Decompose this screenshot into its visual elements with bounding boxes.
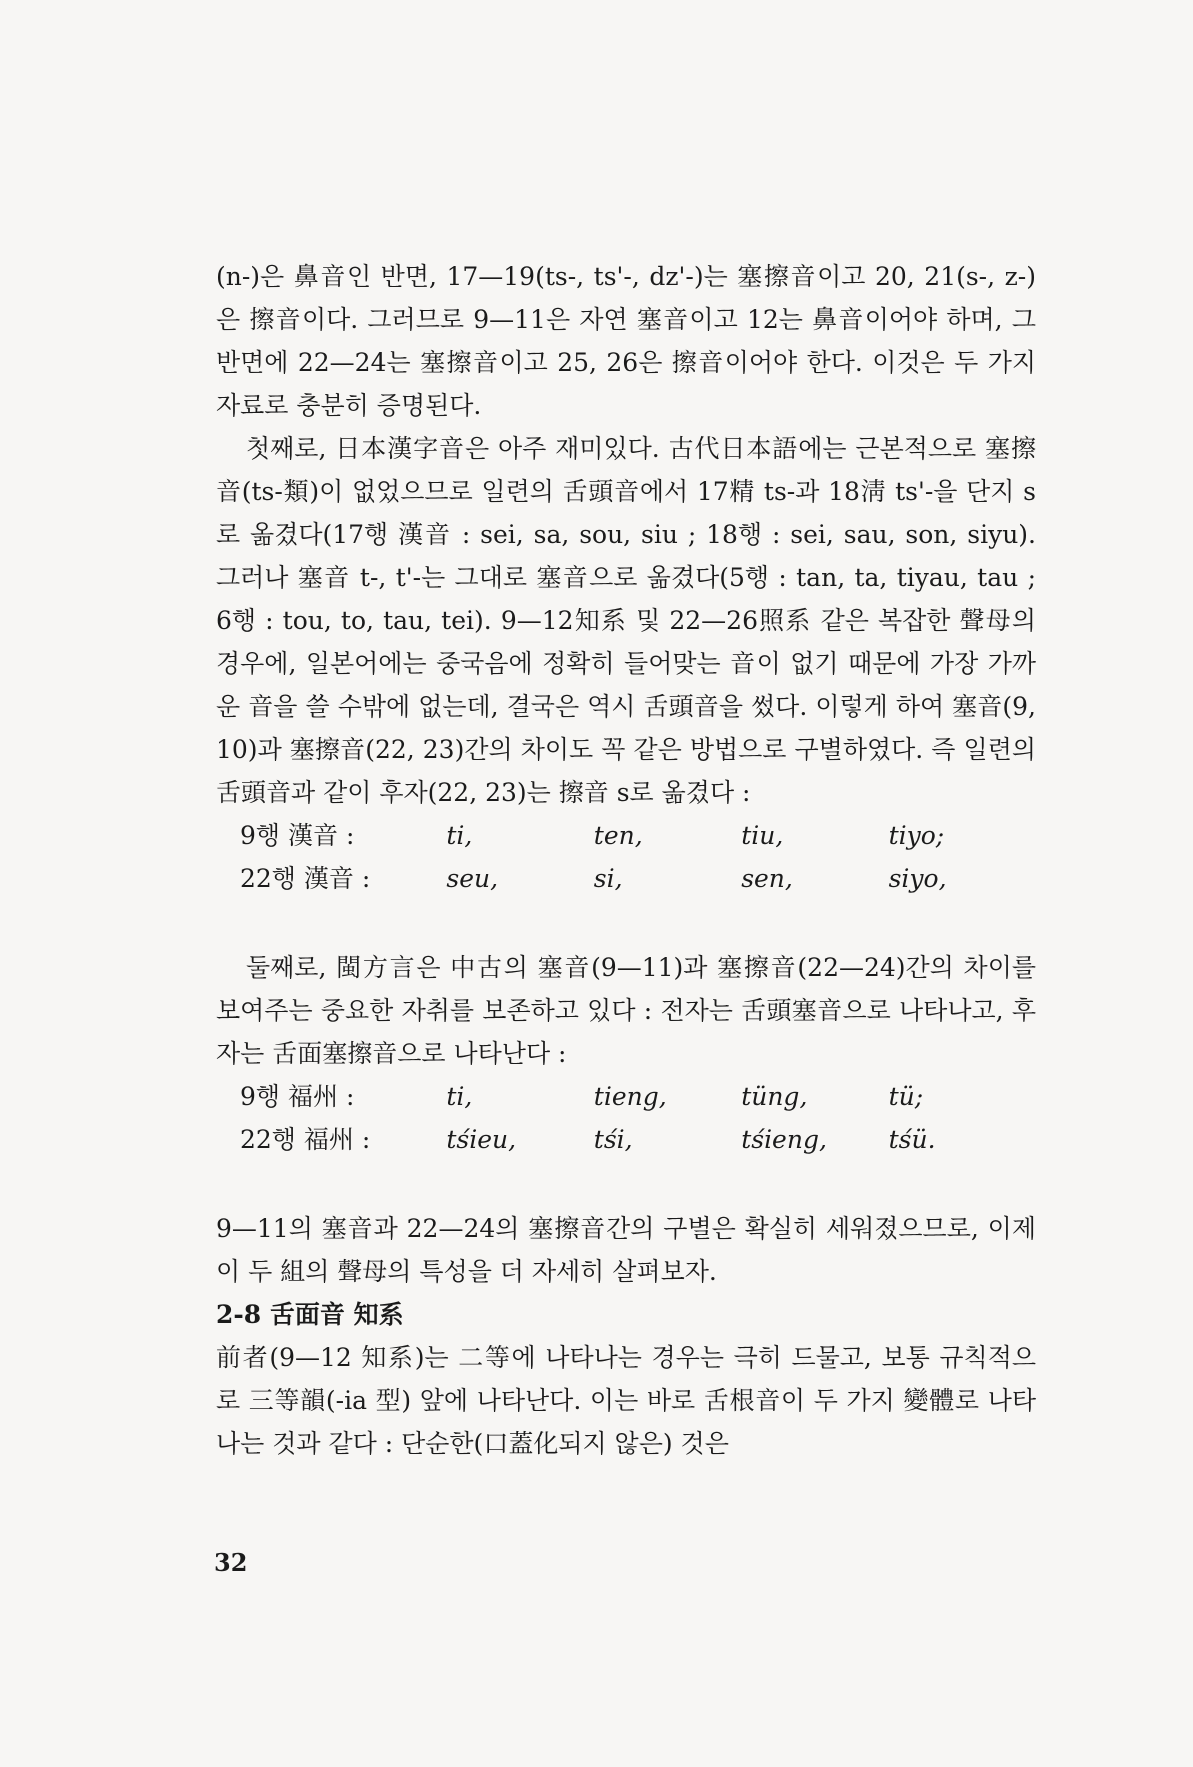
paragraph-1: (n-)은 鼻音인 반면, 17—19(ts-, ts'-, dz'-)는 塞擦音이고 20, 21(s-, z-)은 擦音이다. 그러므로 9—11은 자연 塞音이고 12는 鼻音이어야 하며, 그 반면에 22—24는 塞擦音이고 25, 26은 擦音이어야 한다. 이것은 두 가지 자료로 충분히 증명된다. bbox=[216, 262, 1036, 420]
example-item: ti, bbox=[446, 1082, 473, 1111]
example-item: ti, bbox=[446, 821, 473, 850]
example-row bbox=[240, 1118, 1036, 1161]
example-item: tüng, bbox=[741, 1082, 808, 1111]
example-item: tiu, bbox=[741, 821, 784, 850]
example-row-label: 22행 漢音 : bbox=[240, 864, 371, 893]
example-item: tśi, bbox=[593, 1125, 633, 1154]
example-block-fuzhou bbox=[216, 1075, 1036, 1161]
example-row bbox=[240, 814, 1036, 857]
example-item: tü; bbox=[888, 1082, 924, 1111]
example-row bbox=[240, 1075, 1036, 1118]
example-item: tieng, bbox=[593, 1082, 667, 1111]
page-number: 32 bbox=[214, 1548, 248, 1577]
example-row-label: 9행 漢音 : bbox=[240, 821, 355, 850]
page-body bbox=[216, 255, 1036, 1465]
example-item: sen, bbox=[741, 864, 793, 893]
example-row bbox=[240, 857, 1036, 900]
example-item: tśü. bbox=[888, 1125, 936, 1154]
paragraph-3: 둘째로, 閩方言은 中古의 塞音(9—11)과 塞擦音(22—24)간의 차이를 보여주는 중요한 자취를 보존하고 있다 : 전자는 舌頭塞音으로 나타나고, 후자는 舌面塞擦音으로 나타난다 : bbox=[216, 953, 1036, 1068]
section-heading: 2-8 舌面音 知系 bbox=[216, 1300, 404, 1329]
paragraph-5: 前者(9—12 知系)는 二等에 나타나는 경우는 극히 드물고, 보통 규칙적으로 三等韻(-ia 型) 앞에 나타난다. 이는 바로 舌根音이 두 가지 變體로 나타나는 것과 같다 : 단순한(口蓋化되지 않은) 것은 bbox=[216, 1343, 1036, 1458]
example-block-japanese bbox=[216, 814, 1036, 900]
example-item: ten, bbox=[593, 821, 643, 850]
example-row-label: 22행 福州 : bbox=[240, 1125, 371, 1154]
example-item: tśieu, bbox=[446, 1125, 517, 1154]
example-item: seu, bbox=[446, 864, 499, 893]
example-row-label: 9행 福州 : bbox=[240, 1082, 355, 1111]
example-item: tśieng, bbox=[741, 1125, 827, 1154]
paragraph-4: 9—11의 塞音과 22—24의 塞擦音간의 구별은 확실히 세워졌으므로, 이제 이 두 組의 聲母의 특성을 더 자세히 살펴보자. bbox=[216, 1214, 1036, 1286]
example-item: siyo, bbox=[888, 864, 947, 893]
example-item: si, bbox=[593, 864, 623, 893]
example-item: tiyo; bbox=[888, 821, 945, 850]
paragraph-2: 첫째로, 日本漢字音은 아주 재미있다. 古代日本語에는 근본적으로 塞擦音(ts-類)이 없었으므로 일련의 舌頭音에서 17精 ts-과 18淸 ts'-을 단지 s로 옮겼다(17행 漢音 : sei, sa, sou, siu ; 18행 : sei, sau, son, siyu). 그러나 塞音 t-, t'-는 그대로 塞音으로 옮겼다(5행 : tan, ta, tiyau, tau ; 6행 : tou, to, tau, tei). 9—12知系 및 22—26照系 같은 복잡한 聲母의 경우에, 일본어에는 중국음에 정확히 들어맞는 音이 없기 때문에 가장 가까운 音을 쓸 수밖에 없는데, 결국은 역시 舌頭音을 썼다. 이렇게 하여 塞音(9, 10)과 塞擦音(22, 23)간의 차이도 꼭 같은 방법으로 구별하였다. 즉 일련의 舌頭音과 같이 후자(22, 23)는 擦音 s로 옮겼다 : bbox=[216, 434, 1036, 807]
